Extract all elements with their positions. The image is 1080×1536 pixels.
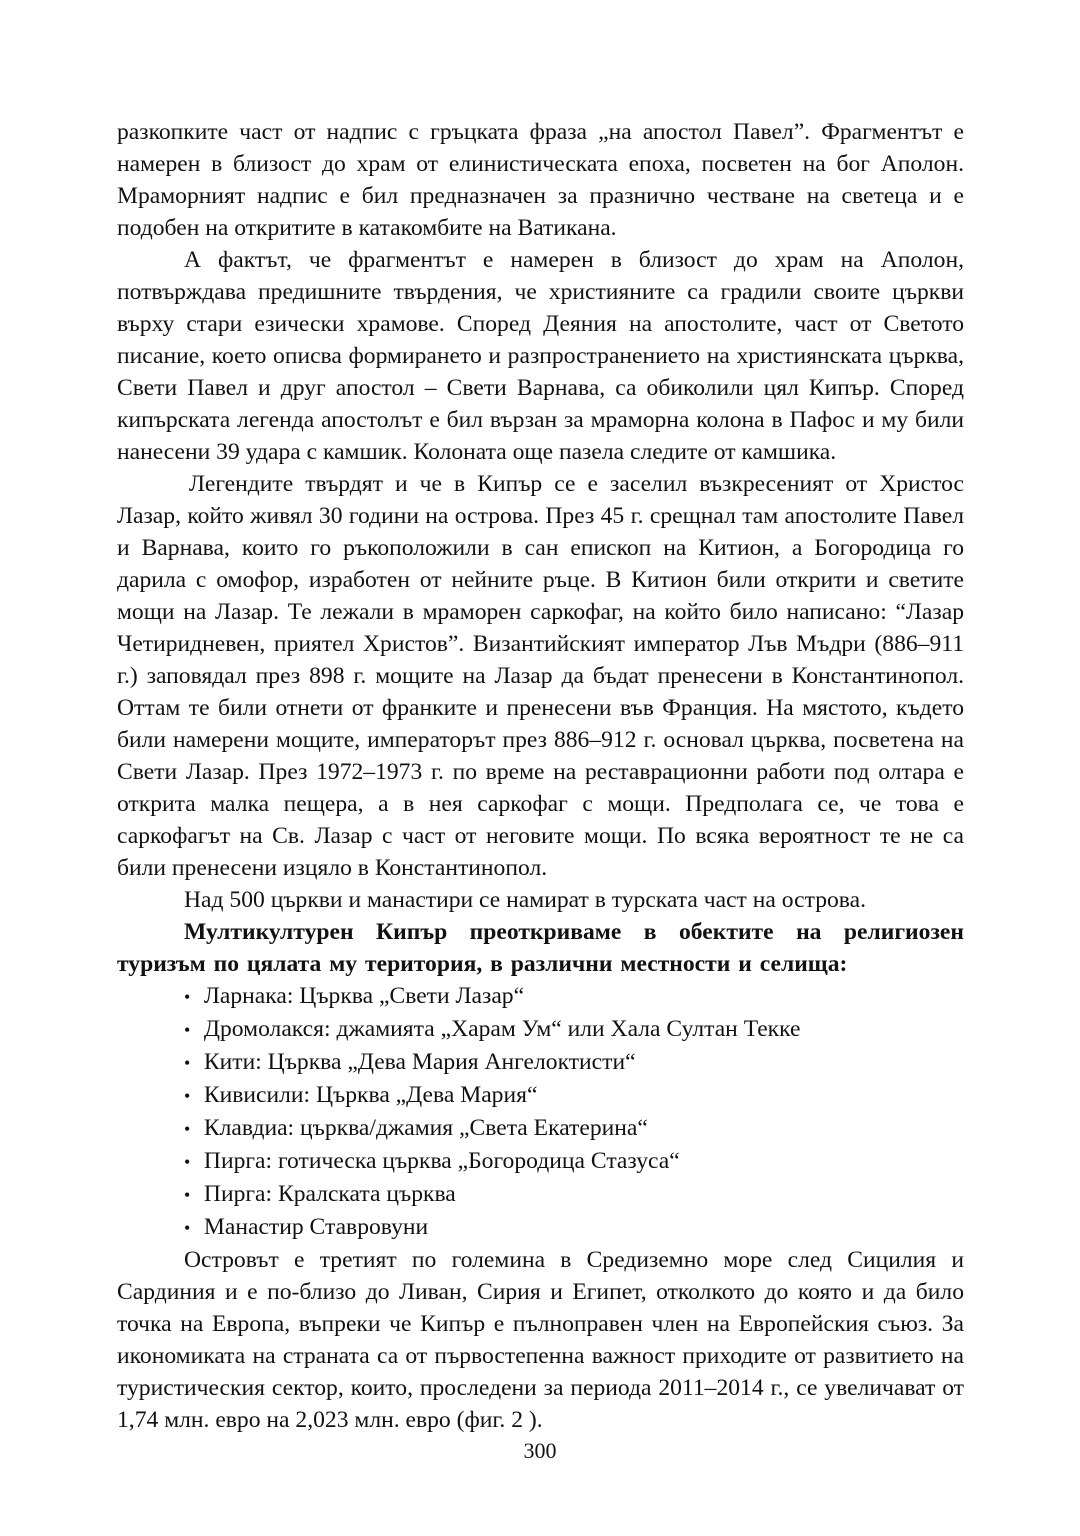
list-item-label: Манастир Ставровуни: [203, 1214, 429, 1240]
paragraph-apostles: А фактът, че фрагментът е намерен в близост до храм на Аполон, потвърждава предишните твърдения, че християните са градили своите църкви върху стари езически храмове. Според Деяния на апостолите, част от Светото писание, което описва формирането и разпространението на християнската църква, Свети Павел и друг апостол – Свети Варнава, са обиколили цял Кипър. Според кипърската легенда апостолът е бил вързан за мраморна колона в Пафос и му били нанесени 39 удара с камшик. Колоната още пазела следите от камшика.: [117, 247, 964, 465]
bullet-icon: •: [184, 1086, 191, 1106]
bullet-icon: •: [184, 1020, 191, 1040]
bullet-icon: •: [184, 1152, 191, 1172]
bullet-icon: •: [184, 1218, 191, 1238]
list-item: [184, 1112, 964, 1145]
list-item-label: Клавдиа: църква/джамия „Света Екатерина“: [203, 1115, 648, 1141]
list-item-label: Кити: Църква „Дева Мария Ангелоктисти“: [203, 1049, 636, 1075]
list-item-label: Дромолакся: джамията „Харам Ум“ или Хала Султан Текке: [203, 1016, 801, 1042]
list-item: [184, 1013, 964, 1046]
list-item: [184, 980, 964, 1013]
paragraph-north-churches: Над 500 църкви и манастири се намират в турската част на острова.: [184, 887, 867, 913]
list-item: [184, 1079, 964, 1112]
paragraph-geography-economy: Островът е третият по големина в Средиземно море след Сицилия и Сардиния и е по-близо до Ливан, Сирия и Египет, отколкото до която и да било точка на Европа, въпреки че Кипър е пълноправен член на Европейския съюз. За икономиката на страната са от първостепенна важност приходите от развитието на туристическия сектор, които, проследени за периода 2011–2014 г., се увеличават от 1,74 млн. евро на 2,023 млн. евро (фиг. 2 ).: [117, 1247, 964, 1433]
list-item: [184, 1145, 964, 1178]
list-item: [184, 1046, 964, 1079]
list-item: [184, 1178, 964, 1211]
list-item-label: Ларнака: Църква „Свети Лазар“: [203, 983, 525, 1009]
religious-sites-list: [117, 980, 964, 1244]
paragraph-inscription: разкопките част от надпис с гръцката фраза „на апостол Павел”. Фрагментът е намерен в близост до храм от елинистическата епоха, посветен на бог Аполон. Мраморният надпис е бил предназначен за празнично честване на светеца и е подобен на откритите в катакомбите на Ватикана.: [117, 119, 964, 241]
list-item: [184, 1211, 964, 1244]
bullet-icon: •: [184, 1053, 191, 1073]
paragraph-lazarus: Легендите твърдят и че в Кипър се е заселил възкресеният от Христос Лазар, който живял 30 години на острова. През 45 г. срещнал там апостолите Павел и Варнава, които го ръкоположили в сан епископ на Китион, а Богородица го дарила с омофор, изработен от нейните ръце. В Китион били открити и светите мощи на Лазар. Те лежали в мраморен саркофаг, на който било написано: “Лазар Четиридневен, приятел Христов”. Византийският император Лъв Мъдри (886–911 г.) заповядал през 898 г. мощите на Лазар да бъдат пренесени в Константинопол. Оттам те били отнети от франките и пренесени във Франция. На мястото, където били намерени мощите, императорът през 886–912 г. основал църква, посветена на Свети Лазар. През 1972–1973 г. по време на реставрационни работи под олтара е открита малка пещера, а в нея саркофаг с мощи. Предполага се, че това е саркофагът на Св. Лазар с част от неговите мощи. По всяка вероятност те не са били пренесени изцяло в Константинопол.: [117, 471, 964, 881]
paragraph-multicultural-heading: Мултикултурен Кипър преоткриваме в обектите на религиозен туризъм по цялата му територия, в различни местности и селища:: [117, 919, 964, 977]
page-number: 300: [523, 1438, 557, 1463]
bullet-icon: •: [184, 1119, 191, 1139]
bullet-icon: •: [184, 987, 191, 1007]
list-item-label: Кивисили: Църква „Дева Мария“: [203, 1082, 538, 1108]
bullet-icon: •: [184, 1185, 191, 1205]
list-item-label: Пирга: готическа църква „Богородица Стазуса“: [203, 1148, 680, 1174]
document-page: [117, 116, 964, 1436]
list-item-label: Пирга: Кралската църква: [203, 1181, 456, 1207]
